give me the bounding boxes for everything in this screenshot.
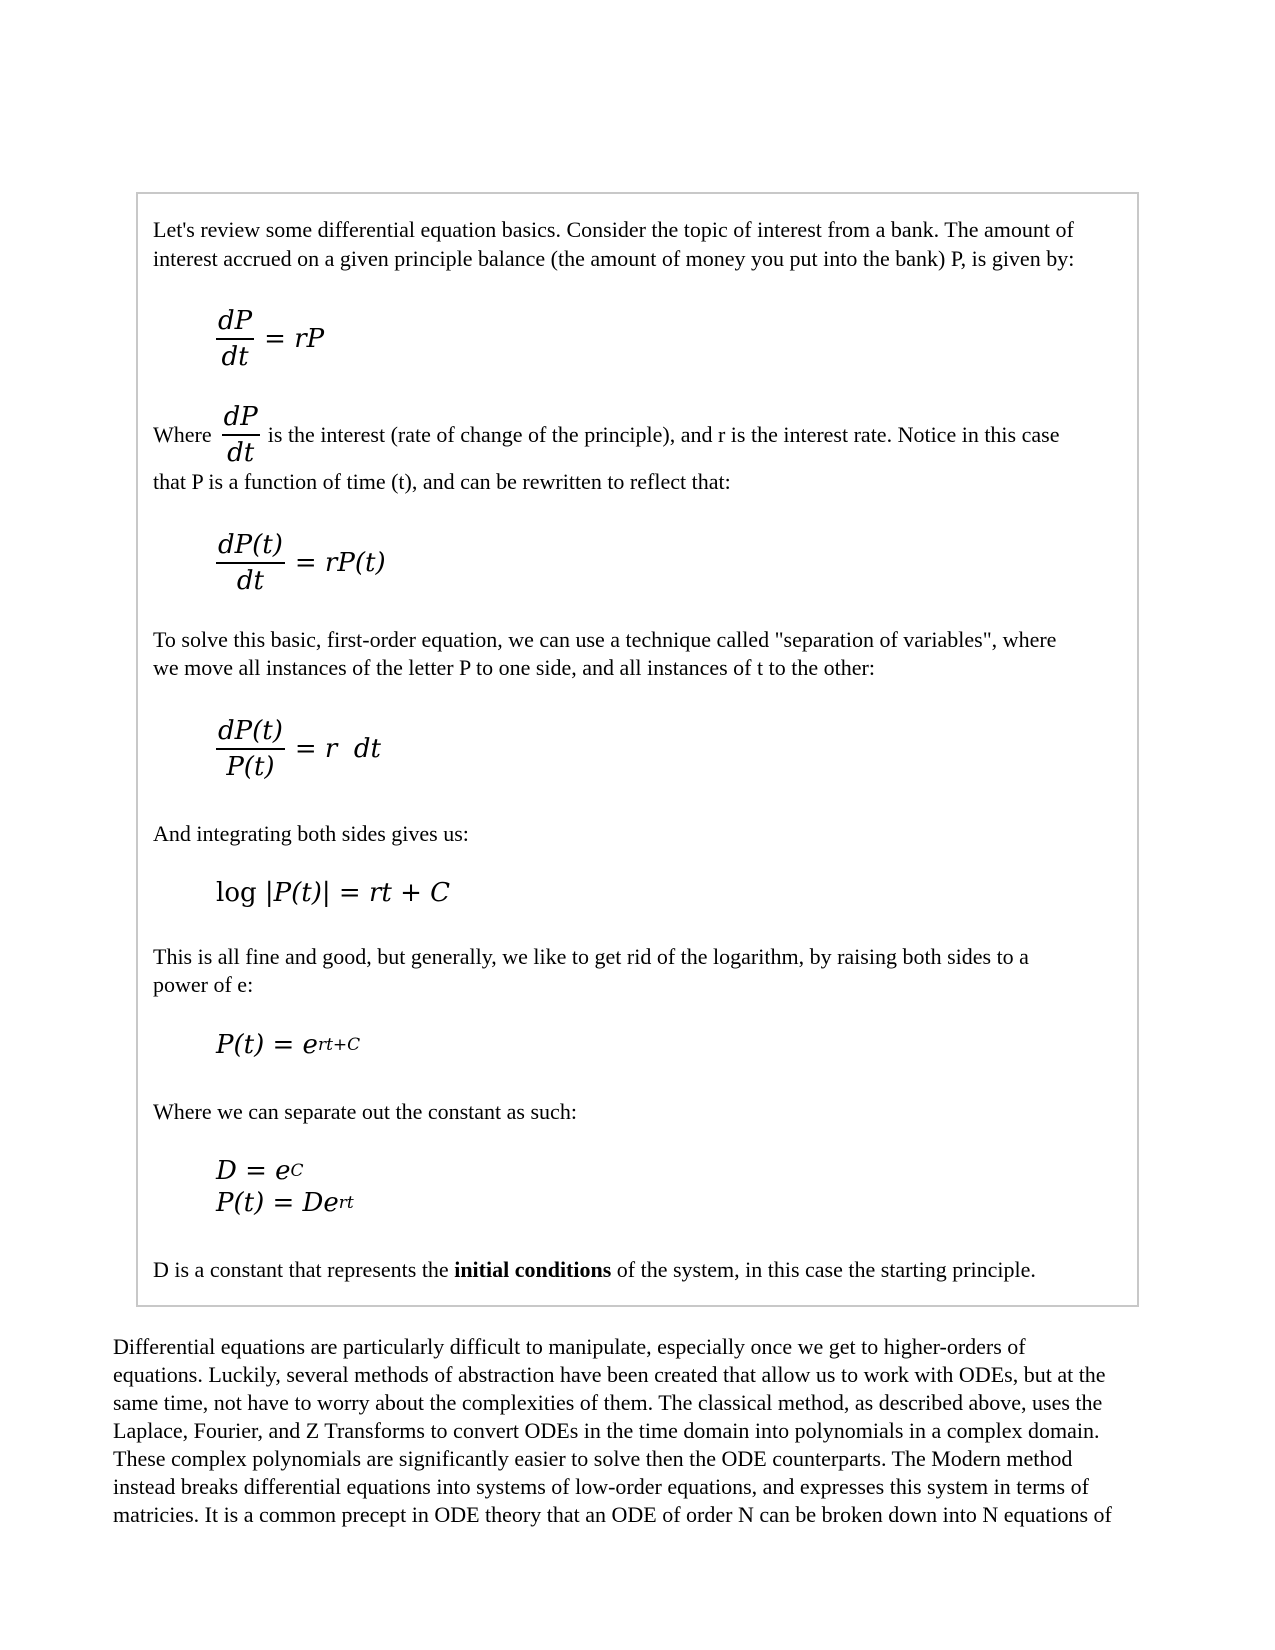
eq2-rhs: = rP(t): [294, 547, 386, 578]
equation-5: [216, 1030, 360, 1060]
eq6-exponent: C: [290, 1161, 304, 1181]
intro-line-1: Let's review some differential equation basics. Consider the topic of interest from a bank. The amount of: [153, 217, 1074, 242]
equation-3: [216, 714, 381, 784]
where-numerator: dP: [223, 402, 258, 433]
conclusion: [153, 1256, 1036, 1284]
eq7-lhs: P(t) = De: [216, 1188, 339, 1218]
eq4-log: log: [216, 878, 257, 908]
where-suffix: is the interest (rate of change of the principle), and r is the interest rate. Notice in this case: [267, 422, 1060, 447]
raise-line-2: power of e:: [153, 972, 254, 997]
body-line-5: These complex polynomials are significantly easier to solve then the ODE counterparts. The Modern method: [113, 1446, 1073, 1471]
eq1-rhs: = rP: [264, 323, 325, 354]
eq1-numerator: dP: [218, 306, 253, 336]
equation-1: [216, 304, 324, 374]
integrating-text: And integrating both sides gives us:: [153, 821, 469, 846]
eq3-rhs: = r dt: [294, 733, 381, 764]
body-line-6: instead breaks differential equations into systems of low-order equations, and expresses this system in terms of: [113, 1474, 1089, 1499]
equation-4: [216, 878, 450, 908]
separate-text: Where we can separate out the constant as such:: [153, 1099, 577, 1124]
where-prefix: Where: [153, 422, 212, 447]
body-line-4: Laplace, Fourier, and Z Transforms to convert ODEs in the time domain into polynomials in a complex domain.: [113, 1418, 1100, 1443]
separation-line-2: we move all instances of the letter P to one side, and all instances of t to the other:: [153, 655, 875, 680]
eq7-exponent: rt: [338, 1193, 354, 1213]
eq3-denominator: P(t): [226, 751, 275, 782]
where-line: [153, 399, 1059, 471]
eq4-rest: |P(t)| = rt + C: [264, 878, 451, 908]
eq6-lhs: D = e: [216, 1156, 291, 1186]
conclusion-before: D is a constant that represents the: [153, 1257, 455, 1282]
body-line-7: matricies. It is a common precept in ODE theory that an ODE of order N can be broken down into N equations of: [113, 1502, 1112, 1527]
equation-7: [216, 1188, 354, 1218]
body-line-3: same time, not have to worry about the complexities of them. The classical method, as described above, uses the: [113, 1390, 1103, 1415]
eq5-lhs: P(t) = e: [216, 1030, 318, 1060]
intro-line-2: interest accrued on a given principle balance (the amount of money you put into the bank) P, is given by:: [153, 246, 1075, 271]
where-denominator: dt: [227, 437, 255, 468]
conclusion-bold: initial conditions: [454, 1257, 612, 1282]
conclusion-after: of the system, in this case the starting principle.: [611, 1257, 1036, 1282]
eq3-numerator: dP(t): [218, 716, 283, 746]
where-line-2: that P is a function of time (t), and can be rewritten to reflect that:: [153, 469, 731, 494]
eq2-denominator: dt: [236, 565, 264, 596]
eq2-numerator: dP(t): [218, 530, 283, 560]
equation-2: [216, 528, 386, 598]
eq5-exponent: rt+C: [317, 1035, 361, 1055]
separation-line-1: To solve this basic, first-order equation, we can use a technique called "separation of variables", where: [153, 627, 1057, 652]
body-line-2: equations. Luckily, several methods of abstraction have been created that allow us to work with ODEs, but at the: [113, 1362, 1106, 1387]
equation-6: [216, 1156, 304, 1186]
body-line-1: Differential equations are particularly difficult to manipulate, especially once we get to higher-orders of: [113, 1334, 1026, 1359]
raise-line-1: This is all fine and good, but generally, we like to get rid of the logarithm, by raising both sides to a: [153, 944, 1029, 969]
eq1-denominator: dt: [221, 341, 249, 372]
